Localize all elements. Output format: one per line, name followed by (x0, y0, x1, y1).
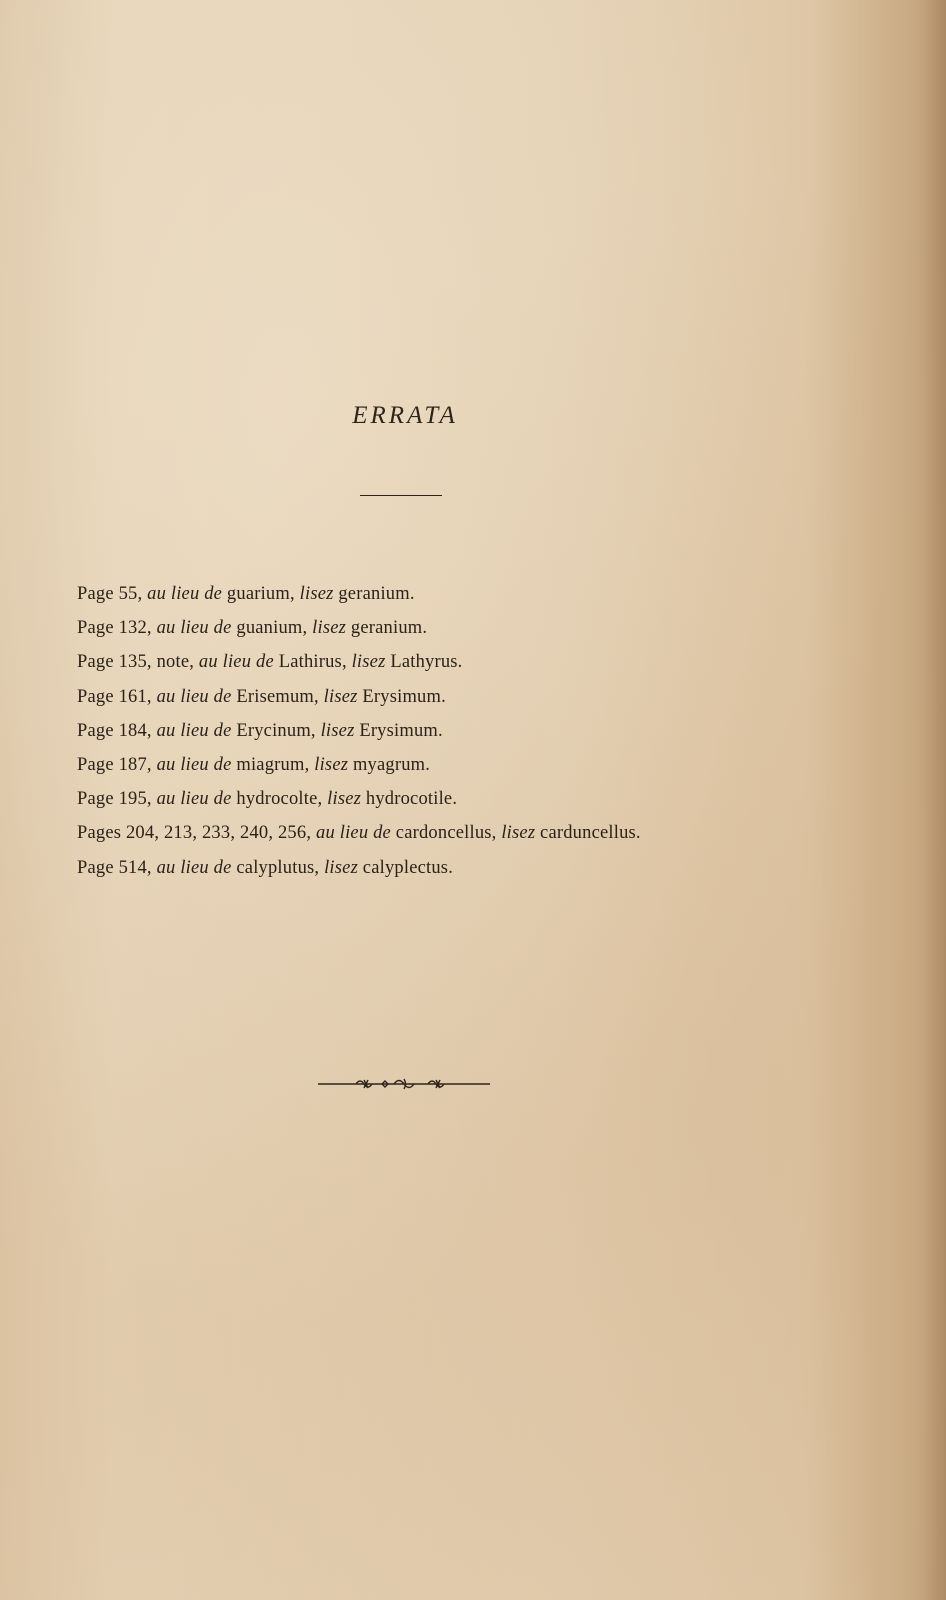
errata-entry (77, 680, 641, 714)
entry-au-lieu-de: au lieu de (156, 857, 232, 878)
entry-wrong: calyplutus, (236, 857, 320, 878)
entry-lisez: lisez (320, 720, 355, 741)
entry-page: Pages 204, 213, 233, 240, 256, (77, 823, 312, 844)
entry-page: Page 195, (77, 789, 152, 810)
entry-wrong: Lathirus, (278, 652, 347, 673)
entry-correct: Lathyrus. (390, 652, 463, 673)
errata-entry (77, 748, 641, 782)
entry-lisez: lisez (501, 823, 536, 844)
entry-au-lieu-de: au lieu de (198, 652, 274, 673)
entry-lisez: lisez (327, 789, 362, 810)
errata-entry (77, 851, 641, 885)
entry-page: Page 55, (77, 584, 143, 604)
entry-page: Page 132, (77, 618, 152, 639)
entry-page: Page 184, (77, 720, 152, 741)
entry-au-lieu-de: au lieu de (156, 686, 232, 707)
errata-entry (77, 714, 641, 748)
entry-au-lieu-de: au lieu de (156, 720, 232, 741)
entry-au-lieu-de: au lieu de (156, 754, 232, 775)
entry-correct: Erysimum. (362, 686, 446, 707)
page-title: ERRATA (352, 402, 458, 429)
entry-page: Page 161, (77, 686, 152, 707)
entry-lisez: lisez (312, 618, 347, 639)
entry-wrong: miagrum, (236, 754, 310, 775)
entry-lisez: lisez (323, 686, 358, 707)
entry-page: Page 514, (77, 857, 152, 878)
errata-list (77, 577, 641, 885)
entry-lisez: lisez (314, 754, 349, 775)
errata-entry (77, 611, 641, 645)
entry-au-lieu-de: au lieu de (147, 584, 223, 604)
errata-entry (77, 645, 641, 679)
entry-note: note, (156, 652, 195, 673)
errata-entry (77, 816, 641, 850)
entry-wrong: guarium, (226, 584, 295, 604)
entry-correct: carduncellus. (540, 823, 641, 844)
entry-lisez: lisez (324, 857, 358, 878)
entry-wrong: guanium, (236, 618, 308, 639)
ornament-divider-icon (316, 1074, 492, 1094)
entry-correct: calyplectus. (362, 857, 454, 878)
entry-au-lieu-de: au lieu de (156, 789, 232, 810)
entry-page: Page 187, (77, 754, 152, 775)
entry-au-lieu-de: au lieu de (316, 823, 391, 844)
entry-wrong: hydrocolte, (236, 789, 323, 810)
entry-correct: geranium. (350, 618, 428, 639)
entry-wrong: cardoncellus, (395, 823, 497, 844)
entry-wrong: Erisemum, (236, 686, 319, 707)
entry-correct: hydrocotile. (365, 789, 458, 810)
entry-correct: Erysimum. (359, 720, 443, 741)
entry-lisez: lisez (351, 652, 386, 673)
entry-au-lieu-de: au lieu de (156, 618, 232, 639)
title-divider (360, 495, 442, 496)
errata-entry (77, 782, 641, 816)
entry-correct: geranium. (338, 584, 415, 604)
entry-page: Page 135, (77, 652, 152, 673)
entry-correct: myagrum. (352, 754, 431, 775)
errata-entry (77, 577, 641, 611)
entry-wrong: Erycinum, (236, 720, 316, 741)
entry-lisez: lisez (299, 584, 334, 604)
